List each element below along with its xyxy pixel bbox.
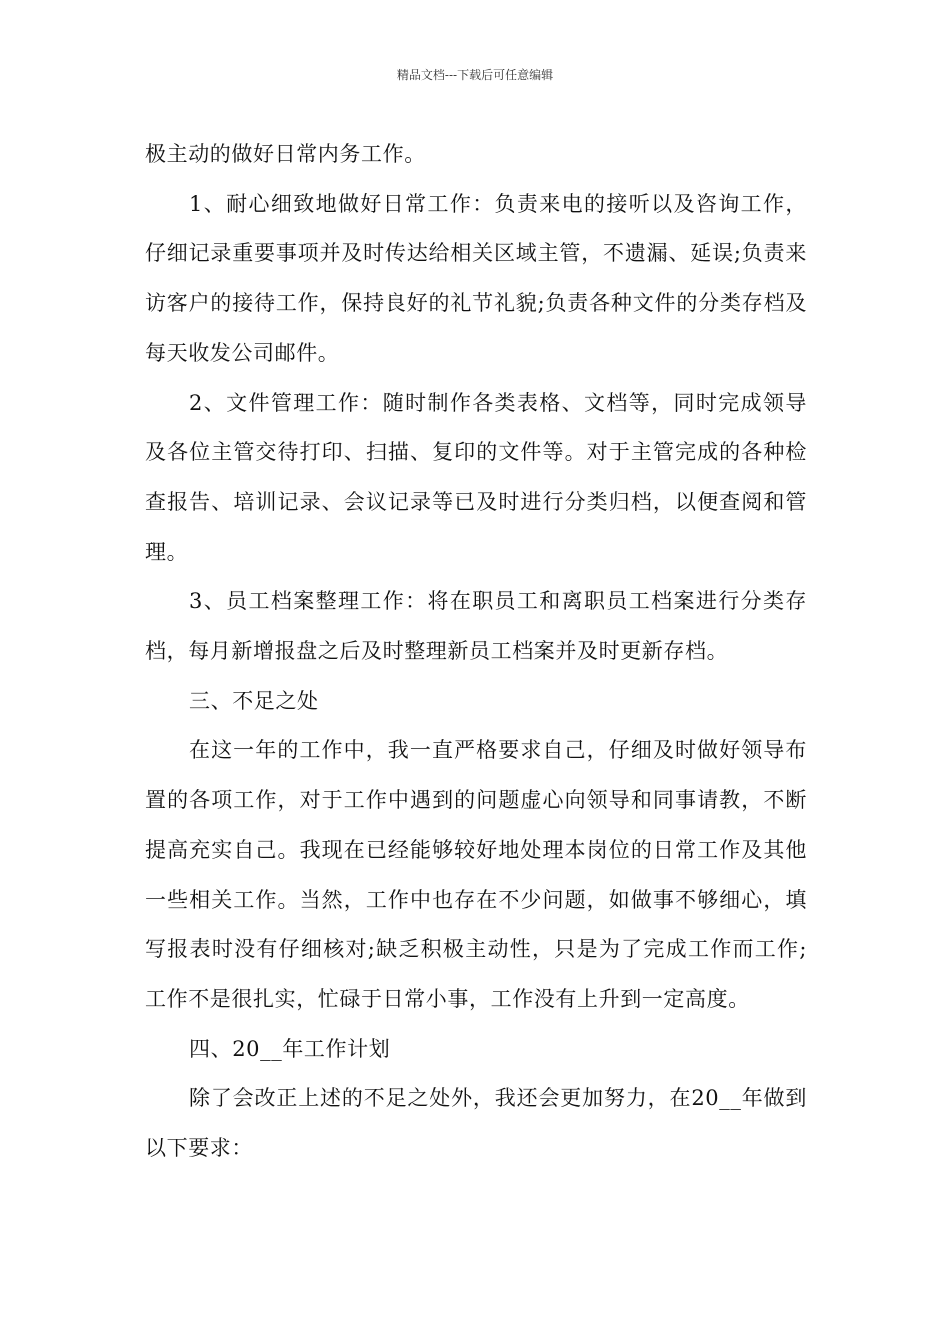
page-header: 精品文档---下载后可任意编辑: [396, 68, 554, 82]
paragraph-shortcomings: 在这一年的工作中，我一直严格要求自己，仔细及时做好领导布置的各项工作，对于工作中遇到的问题虚心向领导和同事请教，不断提高充实自己。我现在已经能够较好地处理本岗位的日常工作及其他一些相关工作。当然，工作中也存在不少问题，如做事不够细心，填写报表时没有仔细核对;缺乏积极主动性，只是为了完成工作而工作;工作不是很扎实，忙碌于日常小事，工作没有上升到一定高度。: [145, 738, 807, 1011]
paragraph-item-3: 3、员工档案整理工作：将在职员工和离职员工档案进行分类存档，每月新增报盘之后及时整理新员工档案并及时更新存档。: [145, 589, 807, 664]
paragraph-work-plan: 除了会改正上述的不足之处外，我还会更加努力，在20__年做到以下要求：: [145, 1086, 807, 1161]
paragraph-continuation: 极主动的做好日常内务工作。: [145, 142, 426, 166]
section-heading-shortcomings: 三、不足之处: [189, 688, 319, 713]
document-body: [145, 130, 807, 1174]
paragraph-item-2: 2、文件管理工作：随时制作各类表格、文档等，同时完成领导及各位主管交待打印、扫描、复印的文件等。对于主管完成的各种检查报告、培训记录、会议记录等已及时进行分类归档，以便查阅和管理。: [145, 390, 807, 564]
section-heading-work-plan: 四、20__年工作计划: [189, 1036, 391, 1061]
paragraph-item-1: 1、耐心细致地做好日常工作：负责来电的接听以及咨询工作，仔细记录重要事项并及时传达给相关区域主管，不遗漏、延误;负责来访客户的接待工作，保持良好的礼节礼貌;负责各种文件的分类存档及每天收发公司邮件。: [145, 191, 807, 365]
